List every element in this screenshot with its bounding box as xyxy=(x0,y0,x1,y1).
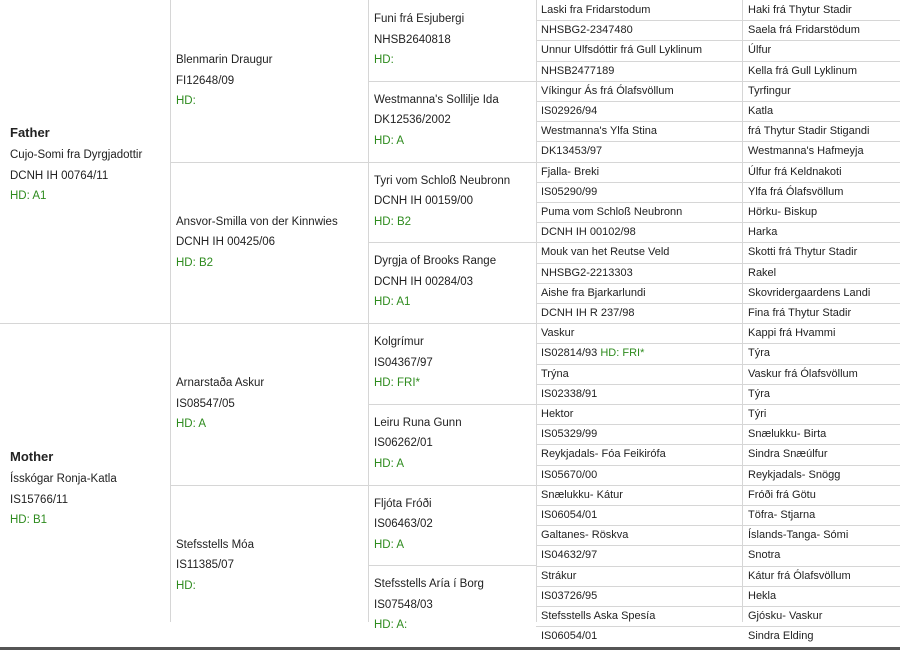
column-divider xyxy=(742,0,743,622)
row-divider xyxy=(368,404,536,405)
father-name: Cujo-Somi fra Dyrgjadottir xyxy=(10,149,143,161)
row-divider xyxy=(536,202,742,203)
mother-reg: IS15766/11 xyxy=(10,493,68,506)
ancestor-name: Fróði frá Götu xyxy=(748,488,816,501)
registration-number: IS06054/01 xyxy=(541,630,598,643)
row-divider xyxy=(536,162,742,163)
row-divider xyxy=(742,61,900,62)
ancestor-name: Vaskur frá Ólafsvöllum xyxy=(748,367,858,380)
registration-number: NHSB2477189 xyxy=(541,64,615,77)
hd-score: HD: xyxy=(374,54,394,66)
registration-line xyxy=(541,263,739,283)
row-divider xyxy=(742,343,900,344)
row-divider xyxy=(536,545,742,546)
hd-score: HD: A1 xyxy=(374,296,411,309)
ancestor-name: Snælukku- Birta xyxy=(748,428,827,441)
ancestor-name: Týra xyxy=(748,387,770,400)
row-divider xyxy=(536,384,742,385)
registration-line xyxy=(541,505,739,525)
row-divider xyxy=(536,141,742,142)
row-divider xyxy=(536,222,742,223)
ancestor-name: Týri xyxy=(748,408,767,420)
animal-name: Stefsstells Aska Spesía xyxy=(541,610,656,622)
row-divider xyxy=(536,263,742,264)
animal-name: Laski fra Fridarstodum xyxy=(541,4,651,16)
row-divider xyxy=(536,343,742,344)
hd-score: HD: A: xyxy=(374,619,408,632)
animal-name: Reykjadals- Fóa Feikirófa xyxy=(541,448,666,461)
row-divider xyxy=(536,61,742,62)
row-divider xyxy=(742,424,900,425)
ancestor-name: Hörku- Biskup xyxy=(748,206,818,218)
row-divider xyxy=(742,505,900,506)
registration-line xyxy=(541,303,739,323)
column-divider xyxy=(170,0,171,622)
row-divider xyxy=(742,626,900,627)
registration-line xyxy=(541,465,739,485)
animal-name: Westmanna's Sollilje Ida xyxy=(374,93,499,106)
registration-line xyxy=(541,222,739,242)
row-divider xyxy=(536,424,742,425)
registration-line xyxy=(541,141,739,161)
row-divider xyxy=(536,283,742,284)
row-divider xyxy=(742,182,900,183)
animal-name: Víkingur Ás frá Ólafsvöllum xyxy=(541,84,674,97)
animal-name: Funi frá Esjubergi xyxy=(374,13,465,25)
registration-number: IS03726/95 xyxy=(541,589,598,602)
row-divider xyxy=(742,545,900,546)
row-divider xyxy=(742,566,900,567)
registration-number: NHSBG2-2213303 xyxy=(541,266,633,279)
animal-name: Westmanna's Ylfa Stina xyxy=(541,125,658,138)
row-divider xyxy=(170,162,536,163)
row-divider xyxy=(0,323,536,324)
ancestor-name: Töfra- Stjarna xyxy=(748,509,816,521)
hd-score: HD: FRI* xyxy=(374,377,420,389)
ancestor-name: Reykjadals- Snögg xyxy=(748,468,841,481)
animal-name: Fjalla- Breki xyxy=(541,165,600,178)
registration-number: NHSBG2-2347480 xyxy=(541,24,633,37)
column-divider xyxy=(368,0,369,622)
row-divider xyxy=(742,101,900,102)
row-divider xyxy=(536,465,742,466)
hd-score: HD: xyxy=(176,579,196,592)
father-hd: HD: A1 xyxy=(10,190,47,202)
ancestor-name: Týra xyxy=(748,347,770,360)
ancestor-name: Rakel xyxy=(748,266,777,279)
registration-line xyxy=(541,61,739,81)
registration-number: IS04367/97 xyxy=(374,356,433,369)
row-divider xyxy=(742,40,900,41)
ancestor-name: frá Thytur Stadir Stigandi xyxy=(748,125,870,138)
row-divider xyxy=(742,121,900,122)
hd-score: HD: FRI* xyxy=(600,347,645,360)
animal-name: Kolgrímur xyxy=(374,336,424,348)
row-divider xyxy=(368,81,536,82)
animal-name: Blenmarin Draugur xyxy=(176,54,273,66)
grandparent-cell xyxy=(374,494,532,556)
row-divider xyxy=(536,323,742,324)
animal-name: Dyrgja of Brooks Range xyxy=(374,255,497,268)
animal-name: Galtanes- Röskva xyxy=(541,529,629,542)
hd-score: HD: B2 xyxy=(176,256,214,269)
ancestor-name: Haki frá Thytur Stadir xyxy=(748,4,852,16)
hd-score: HD: B2 xyxy=(374,215,412,228)
row-divider xyxy=(368,565,536,566)
sire-dam-cell xyxy=(176,50,364,112)
registration-number: IS02926/94 xyxy=(541,105,598,117)
hd-score: HD: A xyxy=(374,134,405,147)
row-divider xyxy=(742,586,900,587)
ancestor-name: Hekla xyxy=(748,589,777,602)
row-divider xyxy=(742,81,900,82)
grandparent-cell xyxy=(374,251,532,313)
ancestor-name: Saela frá Fridarstödum xyxy=(748,24,860,37)
registration-line xyxy=(541,20,739,40)
ancestor-name: Skovridergaardens Landi xyxy=(748,286,871,299)
sire-dam-cell xyxy=(176,535,364,597)
registration-line xyxy=(541,343,739,363)
ancestor-name: Katla xyxy=(748,105,774,117)
row-divider xyxy=(536,242,742,243)
animal-name: Tyri vom Schloß Neubronn xyxy=(374,174,511,187)
registration-number: IS05329/99 xyxy=(541,428,598,441)
grandparent-cell xyxy=(374,90,532,152)
row-divider xyxy=(536,81,742,82)
animal-name: Snælukku- Kátur xyxy=(541,488,623,501)
row-divider xyxy=(536,40,742,41)
animal-name: Stefsstells Móa xyxy=(176,538,254,551)
row-divider xyxy=(536,20,742,21)
grandparent-cell xyxy=(374,413,532,475)
row-divider xyxy=(536,101,742,102)
row-divider xyxy=(742,242,900,243)
ancestor-name: Kappi frá Hvammi xyxy=(748,327,836,340)
registration-line xyxy=(541,101,739,121)
registration-line xyxy=(541,384,739,404)
registration-number: IS11385/07 xyxy=(176,559,234,571)
animal-name: Strákur xyxy=(541,569,577,582)
animal-name: Puma vom Schloß Neubronn xyxy=(541,206,683,218)
row-divider xyxy=(536,404,742,405)
row-divider xyxy=(742,20,900,21)
row-divider xyxy=(536,626,742,627)
hd-score: HD: xyxy=(176,95,196,107)
grandparent-cell xyxy=(374,332,532,394)
row-divider xyxy=(536,364,742,365)
animal-name: Fljóta Fróði xyxy=(374,497,432,510)
animal-name: Mouk van het Reutse Veld xyxy=(541,246,670,259)
registration-number: IS06054/01 xyxy=(541,509,598,521)
row-divider xyxy=(742,364,900,365)
animal-name: Trýna xyxy=(541,367,569,380)
registration-number: DK12536/2002 xyxy=(374,114,451,127)
row-divider xyxy=(742,525,900,526)
father-title: Father xyxy=(10,125,50,140)
ancestor-name: Westmanna's Hafmeyja xyxy=(748,145,864,158)
ancestor-name: Ylfa frá Ólafsvöllum xyxy=(748,185,844,198)
registration-line xyxy=(541,626,739,646)
row-divider xyxy=(170,485,536,486)
row-divider xyxy=(536,566,742,567)
registration-number: DK13453/97 xyxy=(541,145,603,158)
row-divider xyxy=(742,444,900,445)
hd-score: HD: A xyxy=(374,538,405,551)
registration-number: DCNH IH 00425/06 xyxy=(176,236,276,248)
registration-number: IS02814/93 xyxy=(541,347,598,360)
registration-number: DCNH IH 00102/98 xyxy=(541,226,636,239)
ancestor-name: Kátur frá Ólafsvöllum xyxy=(748,569,851,582)
row-divider xyxy=(742,465,900,466)
animal-name: Stefsstells Aría í Borg xyxy=(374,578,484,591)
mother-cell xyxy=(10,448,165,531)
registration-number: IS06463/02 xyxy=(374,518,433,530)
registration-number: FI12648/09 xyxy=(176,74,235,87)
row-divider xyxy=(536,121,742,122)
row-divider xyxy=(742,263,900,264)
grandparent-cell xyxy=(374,171,532,233)
row-divider xyxy=(536,505,742,506)
row-divider xyxy=(742,485,900,486)
row-divider xyxy=(742,384,900,385)
registration-number: NHSB2640818 xyxy=(374,33,451,46)
sire-dam-cell xyxy=(176,212,364,274)
registration-line xyxy=(541,182,739,202)
registration-number: IS02338/91 xyxy=(541,387,598,400)
ancestor-name: Sindra Snæúlfur xyxy=(748,448,828,461)
row-divider xyxy=(368,242,536,243)
registration-number: DCNH IH 00284/03 xyxy=(374,275,474,288)
registration-line xyxy=(541,424,739,444)
row-divider xyxy=(536,586,742,587)
registration-line xyxy=(541,545,739,565)
ancestor-name: Snotra xyxy=(748,549,781,562)
registration-number: IS05670/00 xyxy=(541,468,598,481)
registration-number: DCNH IH R 237/98 xyxy=(541,307,635,319)
mother-name: Ísskógar Ronja-Katla xyxy=(10,473,117,485)
row-divider xyxy=(742,606,900,607)
animal-name: Arnarstaða Askur xyxy=(176,377,265,389)
row-divider xyxy=(536,444,742,445)
row-divider xyxy=(742,141,900,142)
row-divider xyxy=(742,323,900,324)
row-divider xyxy=(742,202,900,203)
row-divider xyxy=(742,303,900,304)
row-divider xyxy=(742,162,900,163)
ancestor-name: Harka xyxy=(748,226,778,239)
ancestor-name: Kella frá Gull Lyklinum xyxy=(748,64,858,77)
column-divider xyxy=(536,0,537,622)
row-divider xyxy=(742,283,900,284)
hd-score: HD: A xyxy=(176,418,207,430)
ancestor-name: Skotti frá Thytur Stadir xyxy=(748,246,858,259)
mother-hd: HD: B1 xyxy=(10,514,48,526)
row-divider xyxy=(536,303,742,304)
row-divider xyxy=(536,606,742,607)
ancestor-name: Íslands-Tanga- Sómi xyxy=(748,529,849,542)
father-reg: DCNH IH 00764/11 xyxy=(10,169,109,182)
father-cell xyxy=(10,124,165,207)
ancestor-name: Fina frá Thytur Stadir xyxy=(748,307,852,319)
registration-number: DCNH IH 00159/00 xyxy=(374,195,474,207)
row-divider xyxy=(742,222,900,223)
row-divider xyxy=(536,182,742,183)
mother-title: Mother xyxy=(10,449,54,464)
animal-name: Aishe fra Bjarkarlundi xyxy=(541,286,646,299)
registration-number: IS06262/01 xyxy=(374,437,433,450)
sire-dam-cell xyxy=(176,373,364,435)
registration-number: IS08547/05 xyxy=(176,397,235,410)
registration-number: IS04632/97 xyxy=(541,549,598,562)
hd-score: HD: A xyxy=(374,457,405,470)
animal-name: Vaskur xyxy=(541,327,575,340)
ancestor-name: Tyrfingur xyxy=(748,84,791,97)
animal-name: Ansvor-Smilla von der Kinnwies xyxy=(176,215,338,228)
ancestor-name: Úlfur frá Keldnakoti xyxy=(748,165,842,178)
grandparent-cell xyxy=(374,9,532,71)
grandparent-cell xyxy=(374,574,532,636)
ancestor-name: Gjósku- Vaskur xyxy=(748,610,823,622)
ancestor-name: Sindra Elding xyxy=(748,630,814,643)
ancestor-name: Úlfur xyxy=(748,44,772,57)
row-divider xyxy=(536,485,742,486)
animal-name: Hektor xyxy=(541,408,574,420)
registration-number: IS07548/03 xyxy=(374,598,433,611)
animal-name: Leiru Runa Gunn xyxy=(374,416,462,429)
row-divider xyxy=(536,525,742,526)
registration-line xyxy=(541,586,739,606)
registration-number: IS05290/99 xyxy=(541,185,598,198)
animal-name: Unnur Ulfsdóttir frá Gull Lyklinum xyxy=(541,44,702,57)
row-divider xyxy=(742,404,900,405)
